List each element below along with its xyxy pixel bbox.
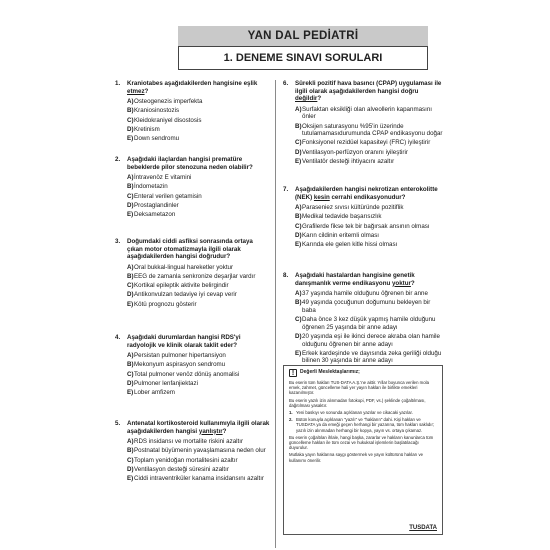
question-number: 3. [115, 238, 121, 245]
question-number: 8. [283, 272, 289, 279]
question-number: 4. [115, 334, 121, 341]
option-e: E) Karında ele gelen kitle hissi olması [295, 240, 398, 248]
question-number: 6. [283, 80, 289, 87]
option-b: B) Postnatal büyümenin yavaşlamasına neden olur [127, 447, 266, 455]
question-stem: Sürekli pozitif hava basıncı (CPAP) uygulaması ile ilgili olarak aşağıdakilerden hangisi doğru değildir? [295, 80, 442, 103]
option-e: E) Lober amfizem [127, 388, 175, 396]
option-a: A) Persistan pulmoner hipertansiyon [127, 352, 226, 360]
option-d: D) Ventilasyon-perfüzyon oranını iyileştirir [295, 148, 408, 156]
option-c: C) Grafilerde fikse tek bir bağırsak ansının olması [295, 222, 430, 230]
notice-paragraph: Mutlaka yayın haklarına saygı göstermek ve yayın kültürünü hakları ve kullanımı önerilir. [289, 452, 423, 463]
option-b: B) 49 yaşında çocuğunun doğumunu bekleyen bir baba [295, 299, 431, 314]
option-a: A) RDS insidansı ve mortalite riskini azaltır [127, 438, 244, 446]
option-a: A) Paraseniez sıvısı kültüründe pozitiflik [295, 204, 404, 212]
option-d: D) Kretinism [127, 125, 160, 133]
option-a: A) Osteogenezis imperfekta [127, 98, 203, 106]
option-b: B) Oksijen saturasyonu %95'in üzerinde tutulamamasıdurumunda CPAP endikasyonu doğar [295, 122, 443, 138]
question-number: 1. [115, 80, 121, 87]
header-category-band [178, 26, 428, 46]
brand-logo-text: TUSDATA [409, 524, 437, 531]
option-e: E) Deksametazon [127, 210, 176, 218]
option-b: B) EEG de zamanla senkronize deşarjlar vardır [127, 272, 256, 280]
option-e: E) Ciddi intraventriküler kanama insidansını azaltır [127, 474, 264, 482]
option-c: C) Fonksiyonel rezidüel kapasiteyi (FRC) iyileştirir [295, 139, 431, 147]
question-6 [283, 80, 443, 167]
option-e: E) Kötü prognozu gösterir [127, 300, 197, 308]
option-c: C) Toplam yenidoğan mortalitesini azaltır [127, 456, 238, 464]
option-c: C) Kortikal epileptik aktivite belirgindir [127, 282, 229, 290]
option-e: E) Ventilatör desteği ihtiyacını azaltır [295, 157, 395, 165]
question-stem: Antenatal kortikosteroid kullanımıyla ilgili olarak aşağıdakilerden hangisi yanlıştır? [127, 420, 270, 435]
option-c: C) Enteral verilen getamisin [127, 192, 202, 200]
notice-paragraph: Bu eserin çoğaltılan ihlale, hangi başka, zararlar ve hakların kanunlarca tüm güncelleme hakları ile tüm cezai ve hukuksal işlemlerin başlatılacağı duyurulur. [289, 434, 434, 451]
option-a: A) 37 yaşında hamile olduğunu öğrenen bir anne [295, 290, 428, 298]
option-e: E) Erkek kardeşinde ve dayısında zeka geriliği olduğu bilinen 30 yaşında bir anne adayı [295, 349, 442, 365]
question-stem: Doğumdaki ciddi asfiksi sonrasında ortaya çıkan motor otomatizmayla ilgili olarak aşağıdakilerden hangisi doğrudur? [127, 238, 253, 261]
question-8 [283, 272, 443, 367]
option-c: C) Total pulmoner venöz dönüş anomalisi [127, 370, 240, 378]
notice-list-item: 1. Yeni baskıyı ve sonunda açıklanan yazılar ve cikacaki yazılar. [289, 410, 413, 416]
question-stem: Aşağıdaki hastalardan hangisine genetik danışmanlık verme endikasyonu yoktur? [295, 272, 415, 287]
notice-heading: Değerli Meslektaşlarımız; [300, 369, 360, 376]
option-d: D) Karın cildinin eritemli olması [295, 231, 380, 239]
option-b: B) Mekonyum aspirasyon sendromu [127, 361, 226, 369]
option-c: C) Kleidokraniyel disostosis [127, 116, 202, 124]
question-number: 5. [115, 420, 121, 427]
question-stem: Aşağıdaki ilaçlardan hangisi prematüre bebeklerde pilor stenozuna neden olabilir? [127, 156, 253, 171]
question-stem: Aşağıdaki durumlardan hangisi RDS'yi radyolojik ve klinik olarak taklit eder? [127, 334, 241, 349]
question-7 [283, 186, 443, 250]
option-b: B) İndometazin [127, 183, 168, 191]
option-a: A) Oral bukkal-lingual hareketler yoktur [127, 263, 234, 271]
option-a: A) Surfaktan eksikliği olan alveollerin kapanmasını önler [295, 105, 433, 121]
option-c: C) Daha önce 3 kez düşük yapmış hamile olduğunu öğrenen 25 yaşında bir anne adayı [295, 316, 436, 331]
question-1 [115, 80, 270, 144]
question-stem: Aşağıdakilerden hangisi nekrotizan enterokolitte (NEK) kesin cerrahi endikasyonudur? [295, 186, 438, 201]
question-4 [115, 334, 270, 398]
question-3 [115, 238, 270, 310]
option-d: D) Prostaglandinler [127, 201, 179, 209]
option-e: E) Down sendromu [127, 134, 180, 142]
copyright-notice-box [283, 365, 443, 535]
question-number: 7. [283, 186, 289, 193]
warning-icon: ! [289, 369, 297, 377]
notice-list-item: 2. Bütün konuyla açıklanan "yazılı" ve "hakların" dahi. Kişi hakları ve TUSDATA ya da emeği geçen herhangi bir yazarına, tüm hakları saklıdır; yazılı izin alınmadan herhangi bir kopya, yayın vs. ortaya çıkamaz. [289, 417, 435, 433]
option-a: A) İntravenöz E vitamini [127, 174, 192, 182]
notice-paragraph: Bu eserin yazılı izin alınmadan fotokopi, PDF, vs.) şeklinde çoğaltılması, dağıtılması yasaktır. [289, 397, 426, 408]
exam-title: 1. DENEME SINAVI SORULARI [223, 52, 383, 64]
question-number: 2. [115, 156, 121, 163]
option-b: B) Medikal tedavide başarısızlık [295, 213, 382, 221]
option-d: D) 20 yaşında eşi ile ikinci derece akraba olan hamile olduğunu öğrenen bir anne adayı [295, 332, 440, 348]
option-d: D) Antikonvulzan tedaviye iyi cevap verir [127, 291, 237, 299]
column-divider [275, 80, 276, 548]
question-5 [115, 420, 270, 484]
notice-paragraph: Bu eserin tüm hakları TUS-DATA A.Ş.'ne aittir. Yıllar boyunca verilen mola emek, zahmet, güncelleme hali yer yayın hakları ile birlikte emekleri kazanılmıştır. [289, 380, 429, 396]
question-stem: Kraniotabes aşağıdakilerden hangisine eşlik etmez? [127, 80, 258, 95]
option-b: B) Kraniosinostozis [127, 107, 180, 115]
exam-title-box [178, 46, 428, 70]
option-d: D) Pulmoner lenfanjiektazi [127, 379, 198, 387]
option-d: D) Ventilasyon desteği süresini azaltır [127, 465, 229, 473]
header-category: YAN DAL PEDİATRİ [247, 30, 359, 42]
question-2 [115, 156, 270, 220]
